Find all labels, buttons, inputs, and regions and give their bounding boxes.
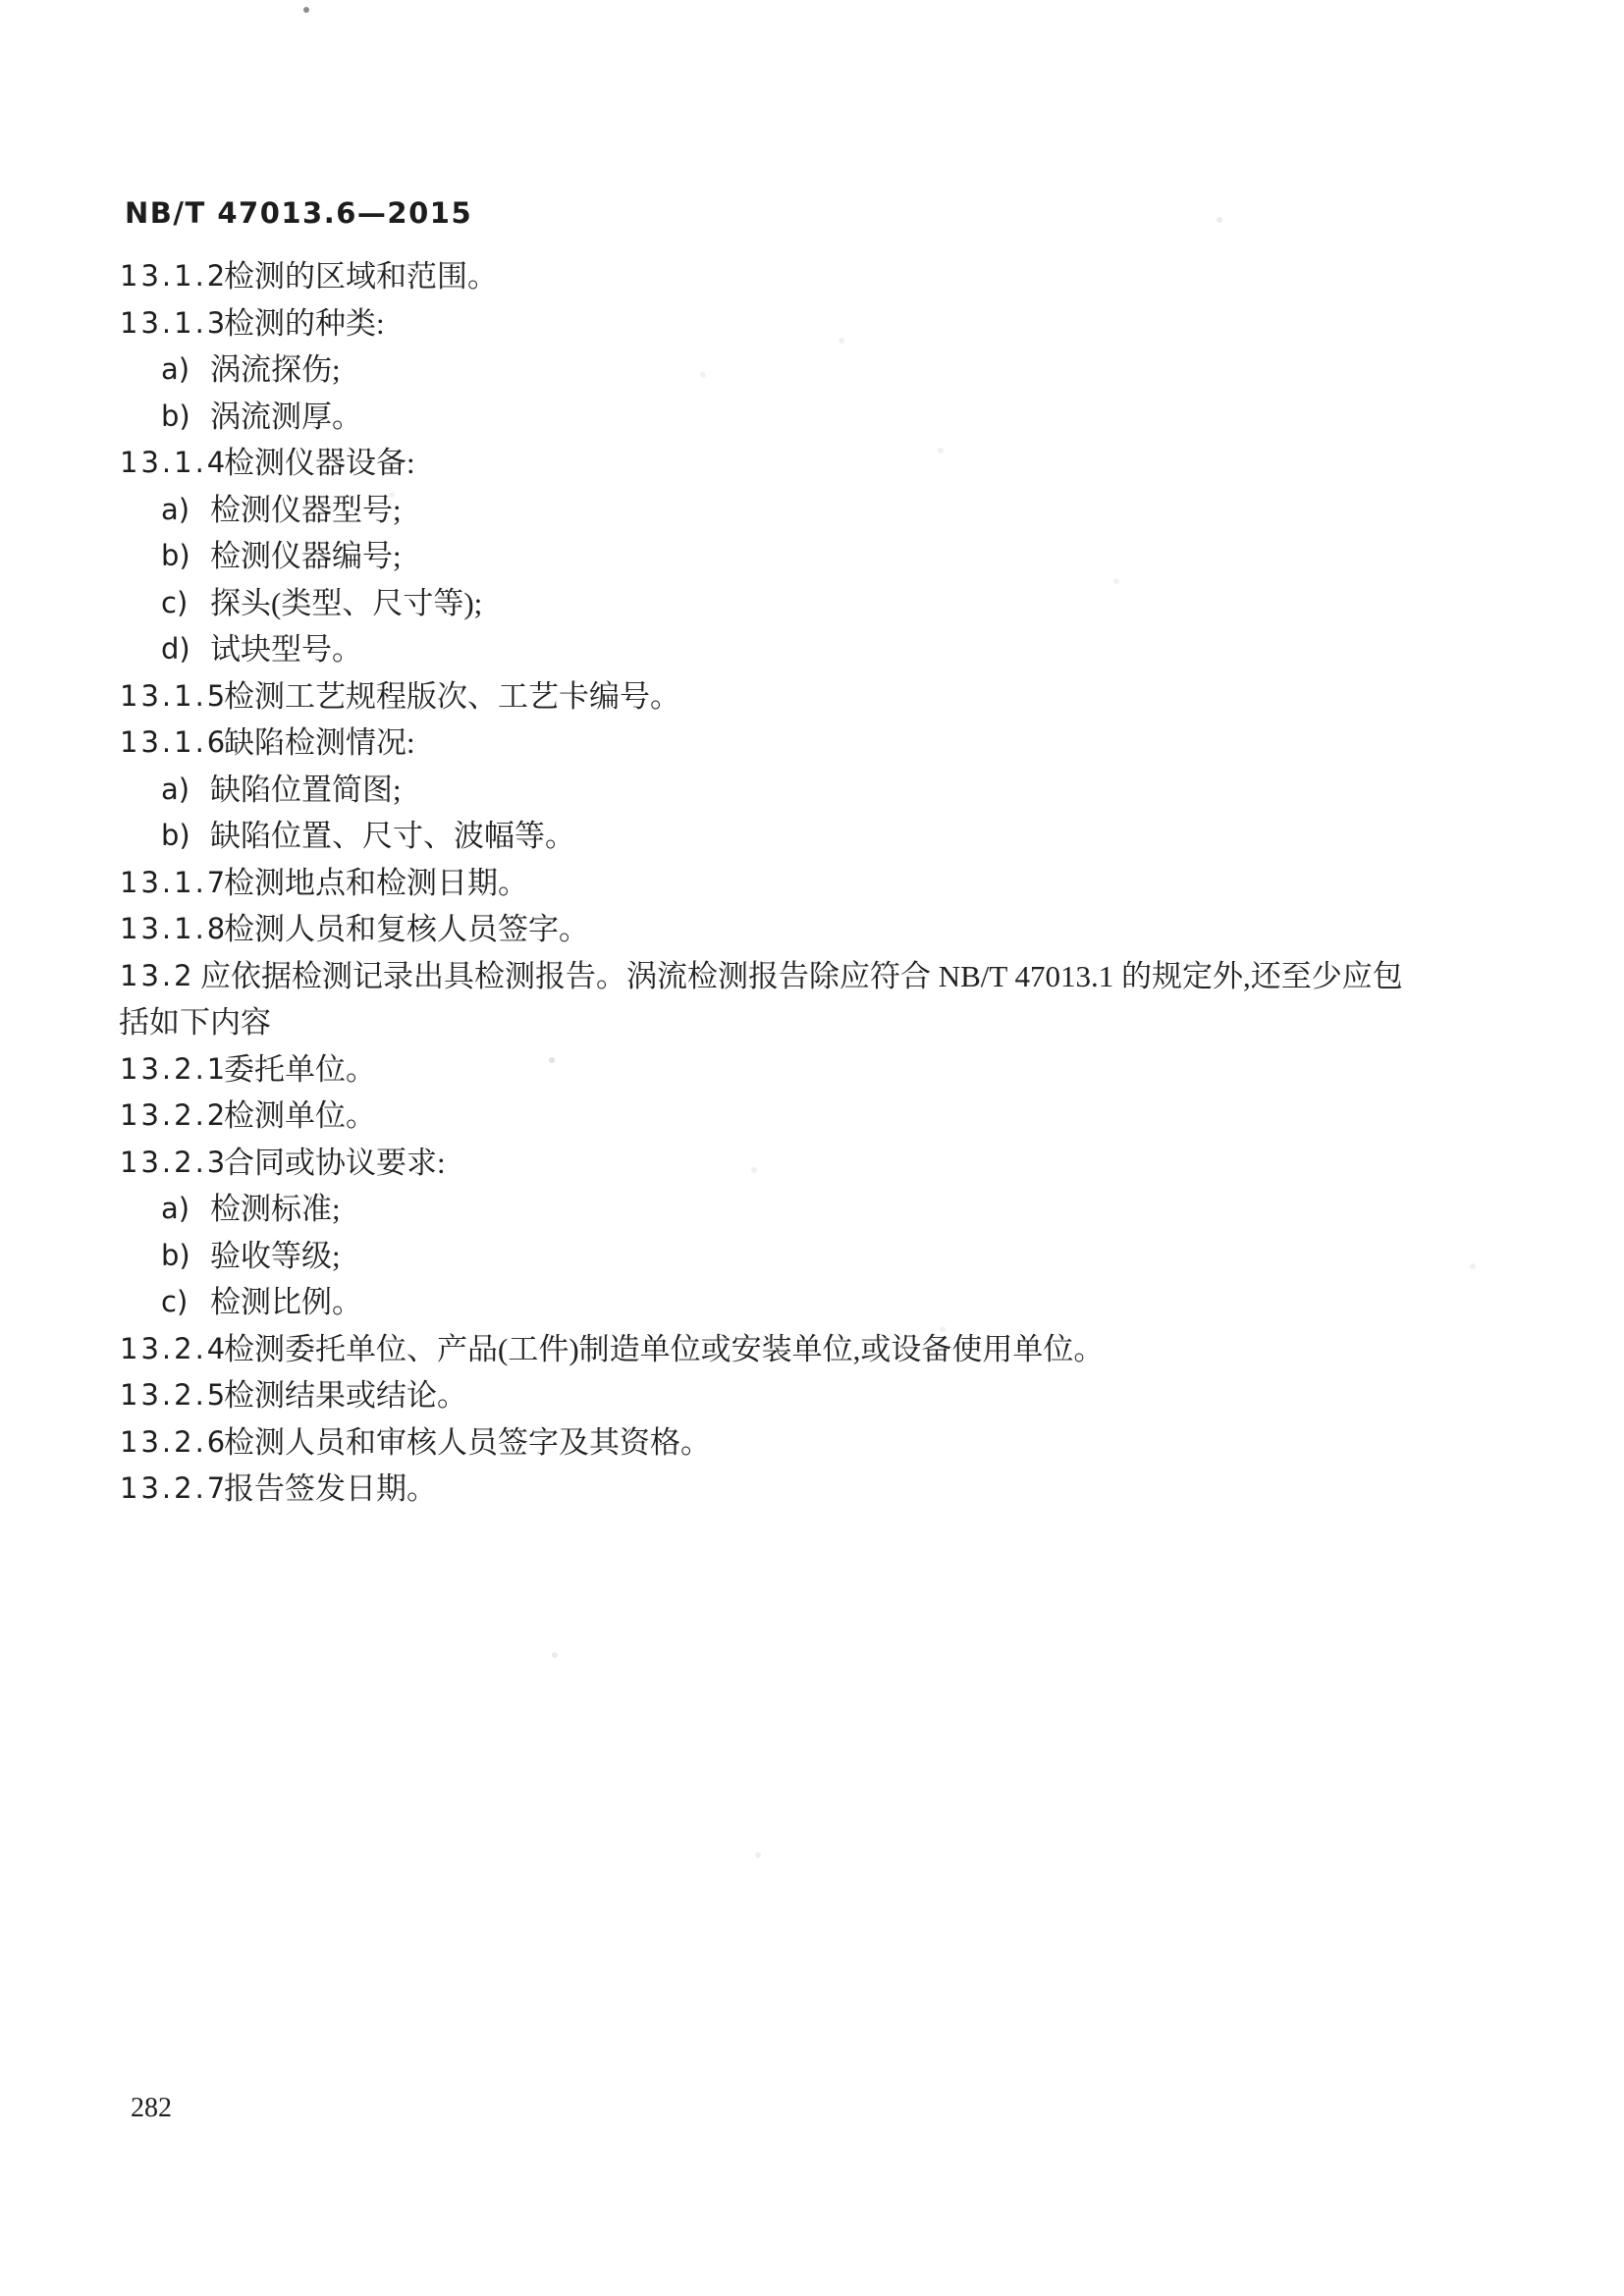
clause-text: 委托单位。 <box>224 1051 376 1087</box>
standard-code: NB/T 47013.6—2015 <box>125 196 473 230</box>
clause-number: 13.1.2 <box>120 259 229 293</box>
item-label: c) <box>161 585 189 619</box>
item-text: 缺陷位置简图; <box>210 772 402 807</box>
item-text: 检测比例。 <box>210 1285 362 1319</box>
clause-text: 检测单位。 <box>224 1098 376 1133</box>
clause-text: 合同或协议要求: <box>224 1145 446 1180</box>
clause-line <box>0 720 1624 767</box>
document-body <box>0 253 1624 1513</box>
list-item-line <box>0 1279 1624 1326</box>
item-text: 缺陷位置、尺寸、波幅等。 <box>210 819 575 853</box>
list-item-line <box>0 1186 1624 1233</box>
clause-line <box>0 953 1624 1000</box>
clause-number: 13.2.1 <box>120 1051 229 1086</box>
clause-text: 应依据检测记录出具检测报告。涡流检测报告除应符合 NB/T 47013.1 的规定外,还至少应包 <box>200 958 1403 993</box>
clause-text: 报告签发日期。 <box>224 1471 437 1506</box>
clause-line <box>0 1419 1624 1467</box>
item-label: a) <box>161 1192 190 1225</box>
item-label: b) <box>161 399 190 433</box>
clause-number: 13.2.4 <box>120 1331 229 1365</box>
list-item-line <box>0 626 1624 673</box>
clause-text: 检测的种类: <box>224 305 385 341</box>
list-item-line <box>0 1233 1624 1280</box>
item-text: 验收等级; <box>210 1238 341 1273</box>
clause-line <box>0 1372 1624 1419</box>
clause-line <box>0 253 1624 300</box>
clause-line <box>0 1326 1624 1373</box>
clause-line <box>0 1140 1624 1187</box>
item-label: b) <box>161 539 190 572</box>
clause-number: 13.2.6 <box>120 1424 229 1459</box>
item-label: c) <box>161 1285 189 1318</box>
clause-number: 13.2 <box>120 958 195 992</box>
item-label: b) <box>161 1238 190 1272</box>
list-item-line <box>0 487 1624 534</box>
clause-number: 13.2.7 <box>120 1471 229 1505</box>
clause-line <box>0 1466 1624 1513</box>
clause-text: 检测委托单位、产品(工件)制造单位或安装单位,或设备使用单位。 <box>224 1331 1105 1366</box>
list-item-line <box>0 767 1624 814</box>
clause-number: 13.1.7 <box>120 865 229 899</box>
clause-text: 检测仪器设备: <box>224 446 415 480</box>
clause-number: 13.2.3 <box>120 1145 229 1179</box>
clause-number: 13.1.5 <box>120 678 229 713</box>
clause-text: 检测工艺规程版次、工艺卡编号。 <box>224 678 680 714</box>
list-item-line <box>0 394 1624 441</box>
item-text: 涡流测厚。 <box>210 399 362 434</box>
item-text: 涡流探伤; <box>210 352 341 387</box>
item-text: 检测仪器型号; <box>210 492 402 527</box>
clause-number: 13.2.5 <box>120 1378 229 1412</box>
clause-number: 13.1.8 <box>120 912 229 945</box>
list-item-line <box>0 813 1624 860</box>
item-label: a) <box>161 772 190 806</box>
clause-number: 13.1.6 <box>120 725 229 759</box>
item-label: a) <box>161 492 190 526</box>
scan-noise-specks <box>0 0 4 4</box>
clause-line <box>0 300 1624 347</box>
clause-number: 13.2.2 <box>120 1098 229 1132</box>
list-item-line <box>0 347 1624 394</box>
item-text: 探头(类型、尺寸等); <box>210 585 483 620</box>
clause-line <box>0 860 1624 907</box>
page-number: 282 <box>131 2093 172 2123</box>
clause-text: 括如下内容 <box>119 1005 271 1040</box>
item-label: a) <box>161 352 190 386</box>
clause-line <box>0 673 1624 721</box>
clause-line <box>0 440 1624 487</box>
item-text: 检测仪器编号; <box>210 539 402 573</box>
clause-text: 缺陷检测情况: <box>224 725 415 760</box>
clause-line <box>0 1093 1624 1140</box>
clause-text: 检测结果或结论。 <box>224 1378 467 1413</box>
clause-number: 13.1.4 <box>120 446 229 479</box>
clause-text: 检测人员和审核人员签字及其资格。 <box>224 1424 711 1460</box>
clause-line <box>0 1046 1624 1094</box>
item-text: 试块型号。 <box>210 632 362 667</box>
clause-text: 检测人员和复核人员签字。 <box>224 912 589 946</box>
item-label: d) <box>161 632 190 666</box>
clause-line <box>0 906 1624 953</box>
item-label: b) <box>161 819 190 852</box>
clause-number: 13.1.3 <box>120 305 229 340</box>
list-item-line <box>0 533 1624 580</box>
clause-text: 检测的区域和范围。 <box>224 259 498 294</box>
list-item-line <box>0 580 1624 627</box>
continuation-line <box>0 999 1624 1046</box>
clause-text: 检测地点和检测日期。 <box>224 865 528 900</box>
item-text: 检测标准; <box>210 1192 341 1226</box>
